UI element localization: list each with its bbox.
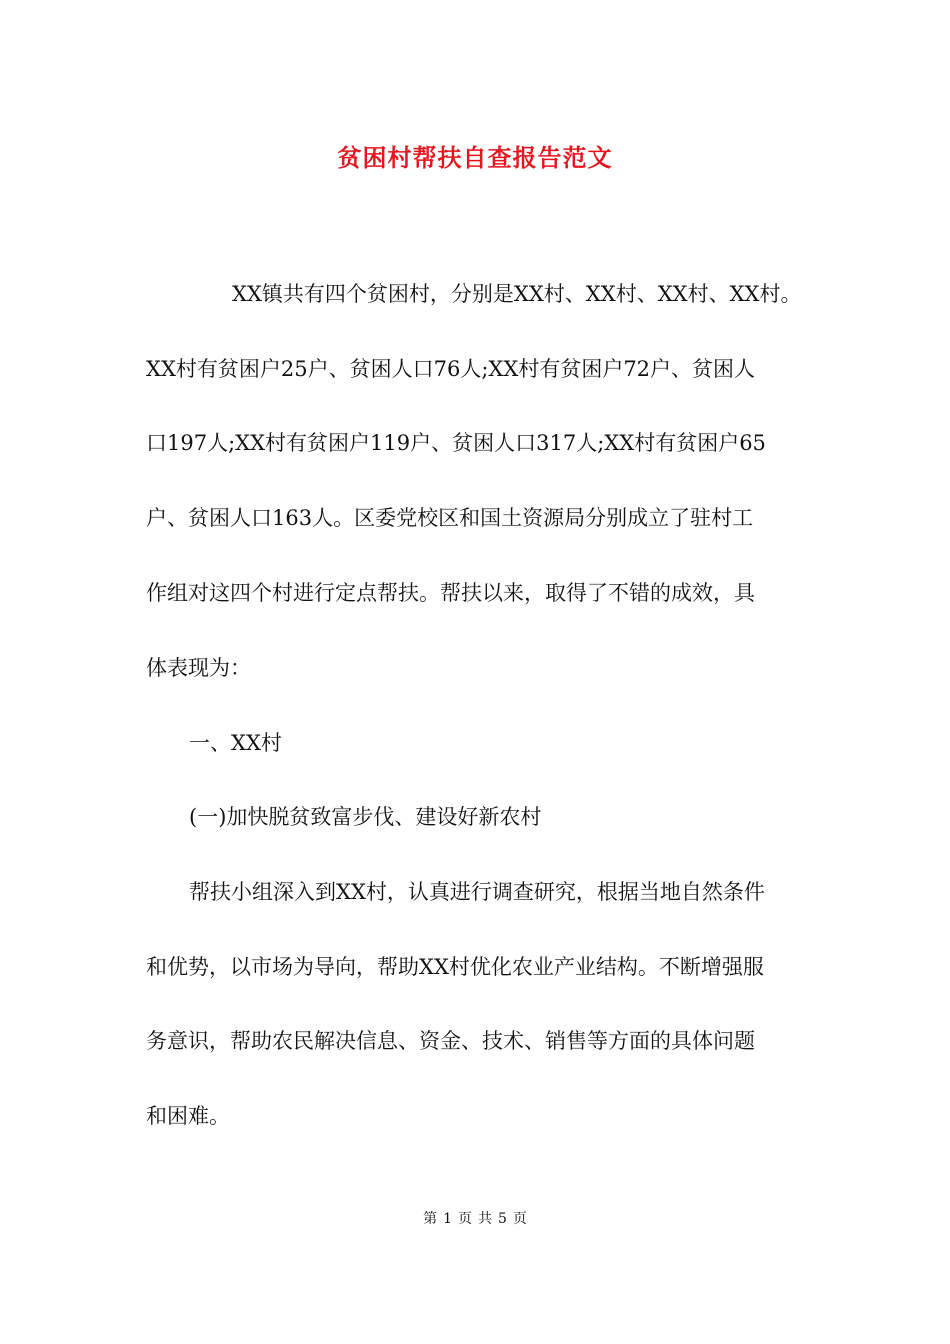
paragraph-2-line-2: 和优势，以市场为导向，帮助XX村优化农业产业结构。不断增强服 [146, 955, 764, 979]
paragraph-1-line-5: 作组对这四个村进行定点帮扶。帮扶以来，取得了不错的成效，具 [146, 581, 755, 605]
footer-suffix: 页 [512, 1211, 527, 1227]
paragraph-1-line-6: 体表现为： [146, 656, 251, 680]
paragraph-2-line-4: 和困难。 [146, 1104, 230, 1128]
paragraph-1-line-3: 口197人;XX村有贫困户119户、贫困人口317人;XX村有贫困户65 [146, 431, 766, 455]
footer-prefix: 第 [423, 1211, 438, 1227]
paragraph-2-line-1: 帮扶小组深入到XX村，认真进行调查研究，根据当地自然条件 [189, 880, 765, 904]
footer-current-page: 1 [443, 1211, 452, 1227]
subsection-heading: (一)加快脱贫致富步伐、建设好新农村 [189, 805, 542, 829]
paragraph-1-line-1: XX镇共有四个贫困村，分别是XX村、XX村、XX村、XX村。 [232, 282, 802, 306]
page-footer [0, 1208, 950, 1228]
paragraph-1-line-4: 户、贫困人口163人。区委党校区和国土资源局分别成立了驻村工 [146, 506, 754, 530]
footer-total-prefix: 共 [478, 1211, 492, 1227]
document-title: 贫困村帮扶自查报告范文 [337, 143, 613, 172]
paragraph-1-line-2: XX村有贫困户25户、贫困人口76人;XX村有贫困户72户、贫困人 [146, 357, 756, 381]
section-heading: 一、XX村 [189, 731, 282, 755]
footer-total-pages: 5 [498, 1211, 507, 1227]
paragraph-2-line-3: 务意识，帮助农民解决信息、资金、技术、销售等方面的具体问题 [146, 1029, 755, 1053]
footer-page-word: 页 [458, 1211, 472, 1227]
